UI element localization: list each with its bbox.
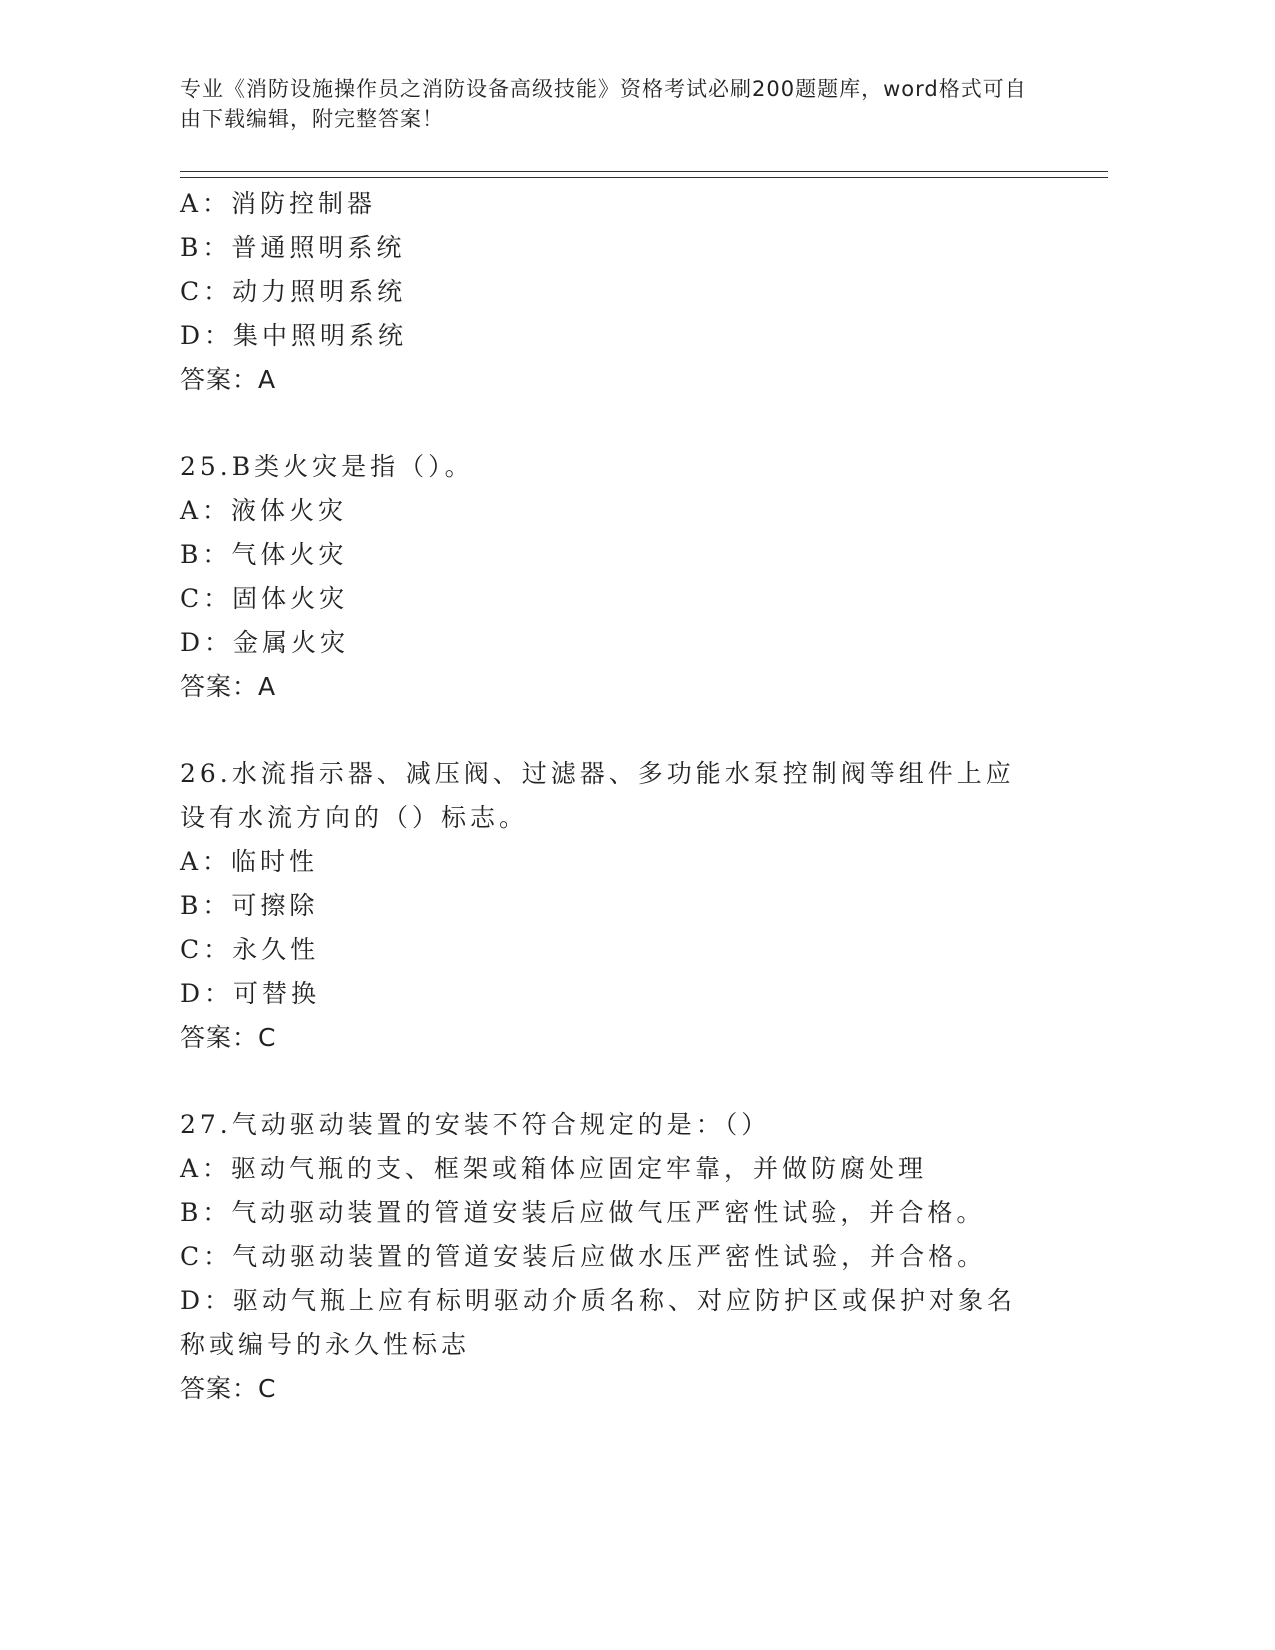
spacer <box>180 709 1040 752</box>
question-stem: 25.B类火灾是指（）。 <box>180 452 474 481</box>
question-block-24 <box>180 182 1040 402</box>
option-b: B：可擦除 <box>180 891 319 920</box>
option-a: A：驱动气瓶的支、框架或箱体应固定牢靠，并做防腐处理 <box>180 1154 928 1183</box>
answer-line: 答案：C <box>180 1023 277 1052</box>
question-stem: 26.水流指示器、减压阀、过滤器、多功能水泵控制阀等组件上应设有水流方向的（）标志。 <box>180 759 1015 832</box>
question-stem: 27.气动驱动装置的安装不符合规定的是：（） <box>180 1110 771 1139</box>
question-block-25 <box>180 445 1040 709</box>
answer-line: 答案：C <box>180 1374 277 1403</box>
option-c: C：永久性 <box>180 935 320 964</box>
answer-line: 答案：A <box>180 365 277 394</box>
answer-line: 答案：A <box>180 672 277 701</box>
option-d: D：可替换 <box>180 979 321 1008</box>
header-divider-top <box>180 171 1108 172</box>
option-d: D：集中照明系统 <box>180 321 408 350</box>
option-c: C：气动驱动装置的管道安装后应做水压严密性试验，并合格。 <box>180 1242 987 1271</box>
option-c: C：固体火灾 <box>180 584 349 613</box>
spacer <box>180 402 1040 445</box>
option-b: B：气动驱动装置的管道安装后应做气压严密性试验，并合格。 <box>180 1198 986 1227</box>
option-a: A：液体火灾 <box>180 496 348 525</box>
option-b: B：普通照明系统 <box>180 233 406 262</box>
question-block-27 <box>180 1103 1040 1411</box>
option-a: A：临时性 <box>180 847 319 876</box>
option-a: A：消防控制器 <box>180 189 377 218</box>
header-divider-bottom <box>180 177 1108 178</box>
option-d: D：驱动气瓶上应有标明驱动介质名称、对应防护区或保护对象名称或编号的永久性标志 <box>180 1286 1017 1359</box>
option-c: C：动力照明系统 <box>180 277 407 306</box>
document-header: 专业《消防设施操作员之消防设备高级技能》资格考试必刷200题题库，word格式可自由下载编辑，附完整答案！ <box>180 77 1027 131</box>
question-block-26 <box>180 752 1040 1060</box>
spacer <box>180 1060 1040 1103</box>
question-list <box>180 182 1040 1411</box>
option-b: B：气体火灾 <box>180 540 348 569</box>
option-d: D：金属火灾 <box>180 628 350 657</box>
